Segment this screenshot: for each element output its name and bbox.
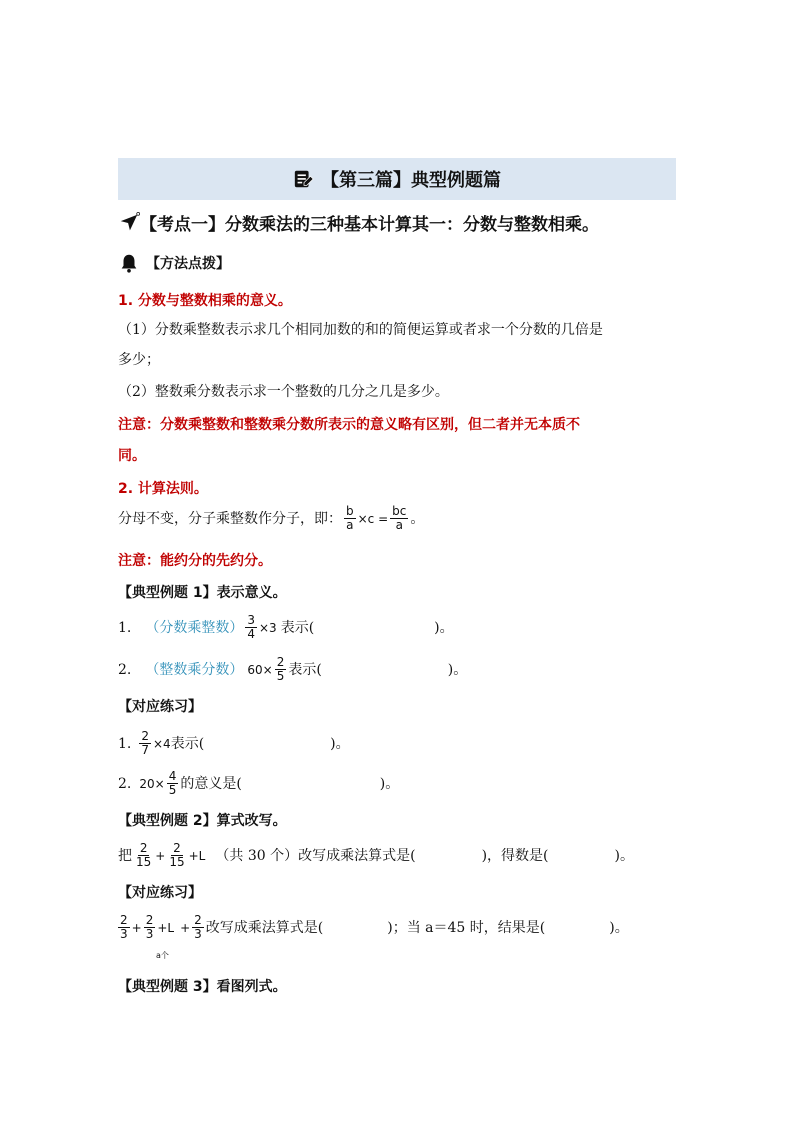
fraction: $\frac{2}{15}$	[136, 841, 152, 869]
practice-1-question-2: 2. 20× $\frac{4}{5}$ 的意义是( )。	[118, 769, 400, 797]
rule-heading: 2. 计算法则。	[118, 481, 208, 497]
fraction: $\frac{2}{15}$	[169, 841, 185, 869]
example-2-heading: 【典型例题 2】算式改写。	[118, 813, 287, 829]
meaning-line-3: （2）整数乘分数表示求一个整数的几分之几是多少。	[118, 384, 449, 400]
section-heading	[118, 210, 599, 235]
example-1-heading: 【典型例题 1】表示意义。	[118, 585, 287, 601]
method-heading-text: 【方法点拨】	[146, 256, 230, 272]
navigation-arrow-icon	[118, 212, 140, 234]
rule-fraction-2: $\frac{bc}{a}$	[392, 504, 407, 532]
example-3-heading: 【典型例题 3】看图列式。	[118, 979, 287, 995]
meaning-line-2: 多少；	[118, 352, 160, 368]
bell-icon	[118, 252, 140, 274]
rule-fraction-1: $\frac{b}{a}$	[346, 504, 354, 532]
banner-title: 【第三篇】典型例题篇	[321, 170, 501, 191]
note-reduce: 注意：能约分的先约分。	[118, 553, 272, 569]
example-2-question: 把 $\frac{2}{15}$ + $\frac{2}{15}$ +L （共 30 个）改写成乘法算式是( )，得数是( )。	[118, 841, 634, 869]
fraction: $\frac{2}{3}$	[145, 913, 154, 941]
rule-text: 分母不变，分子乘整数作分子，即：	[118, 510, 342, 527]
note-edit-icon	[293, 168, 315, 190]
practice-1-heading: 【对应练习】	[118, 699, 202, 715]
practice-2-heading: 【对应练习】	[118, 885, 202, 901]
fraction: $\frac{2}{7}$	[141, 729, 149, 757]
fraction: $\frac{3}{4}$	[247, 613, 255, 641]
practice-2-question: $\frac{2}{3}$ + $\frac{2}{3}$ +L + $\frac{2}{3}$ 改写成乘法算式是( )；当 a＝45 时，结果是( )。	[120, 913, 629, 941]
fraction: $\frac{2}{3}$	[120, 913, 128, 941]
rule-line: 分母不变，分子乘整数作分子，即： $\frac{b}{a}$ ×c = $\frac{bc}{a}$ 。	[118, 504, 425, 532]
method-heading	[118, 252, 230, 274]
practice-1-question-1: 1. $\frac{2}{7}$ ×4 表示( )。	[118, 729, 350, 757]
question-tag: （分数乘整数）	[145, 619, 244, 636]
fraction: $\frac{2}{5}$	[276, 655, 285, 683]
fraction: $\frac{2}{3}$	[194, 913, 202, 941]
example-1-question-1: 1. （分数乘整数） $\frac{3}{4}$ ×3 表示( )。	[118, 613, 454, 641]
brace-label: a个	[156, 951, 169, 960]
fraction: $\frac{4}{5}$	[168, 769, 177, 797]
meaning-line-1: （1）分数乘整数表示求几个相同加数的和的简便运算或者求一个分数的几倍是	[118, 322, 603, 338]
example-1-question-2: 2. （整数乘分数） 60× $\frac{2}{5}$ 表示( )。	[118, 655, 468, 683]
note-line-2: 同。	[118, 448, 146, 464]
note-line-1: 注意：分数乘整数和整数乘分数所表示的意义略有区别，但二者并无本质不	[118, 417, 580, 433]
question-tag: （整数乘分数）	[145, 661, 244, 678]
section-heading-text: 【考点一】分数乘法的三种基本计算其一：分数与整数相乘。	[140, 215, 599, 235]
section-banner	[118, 158, 676, 200]
meaning-heading: 1. 分数与整数相乘的意义。	[118, 293, 292, 309]
